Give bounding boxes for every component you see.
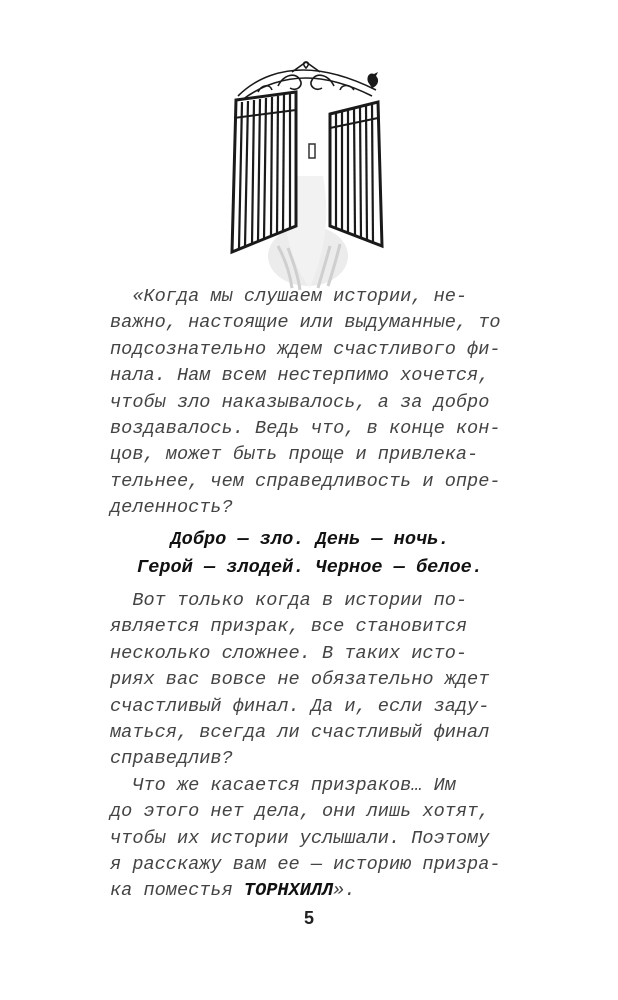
text-line: воздавалось. Ведь что, в конце кон- (110, 417, 501, 439)
motto-line: Герой — злодей. Черное — белое. (137, 557, 483, 578)
text-line: до этого нет дела, они лишь хотят, (110, 801, 490, 823)
text-line: нала. Нам всем нестерпимо хочется, (110, 365, 490, 387)
text-line: «Когда мы слушаем истории, не- (110, 286, 468, 307)
estate-title: ТОРНХИЛЛ (243, 880, 334, 902)
text-line: тельнее, чем справедливость и опре- (110, 470, 501, 492)
open-gate-illustration (218, 56, 396, 292)
text-line: маться, всегда ли счастливый финал (110, 721, 490, 743)
text-line: я расскажу вам ее — историю призра- (110, 853, 501, 875)
text-line: несколько сложнее. В таких исто- (110, 642, 468, 664)
text-line: счастливый финал. Да и, если заду- (110, 695, 490, 717)
text-line: Вот только когда в истории по- (110, 590, 468, 611)
motto-block (110, 526, 510, 582)
motto-line: Добро — зло. День — ночь. (170, 529, 450, 550)
text-line: цов, может быть проще и привлека- (110, 444, 479, 466)
text-line: риях вас вовсе не обязательно ждет (110, 669, 490, 691)
text-line-last (110, 878, 510, 904)
text-line: Что же касается призраков… Им (110, 774, 456, 796)
text-line: важно, настоящие или выдуманные, то (110, 312, 501, 334)
text-line: является призрак, все становится (110, 616, 468, 638)
text-line: деленность? (110, 497, 233, 519)
ghost-paragraph (110, 588, 510, 905)
text-line: чтобы их истории услышали. Поэтому (110, 827, 490, 849)
intro-paragraph (110, 284, 510, 522)
text-line: справедлив? (110, 748, 233, 770)
last-line-prefix: ка поместья (110, 880, 244, 902)
text-line: чтобы зло наказывалось, а за добро (110, 391, 490, 413)
text-line: подсознательно ждем счастливого фи- (110, 338, 501, 360)
last-line-suffix: ». (333, 880, 356, 902)
page-number: 5 (303, 908, 314, 928)
